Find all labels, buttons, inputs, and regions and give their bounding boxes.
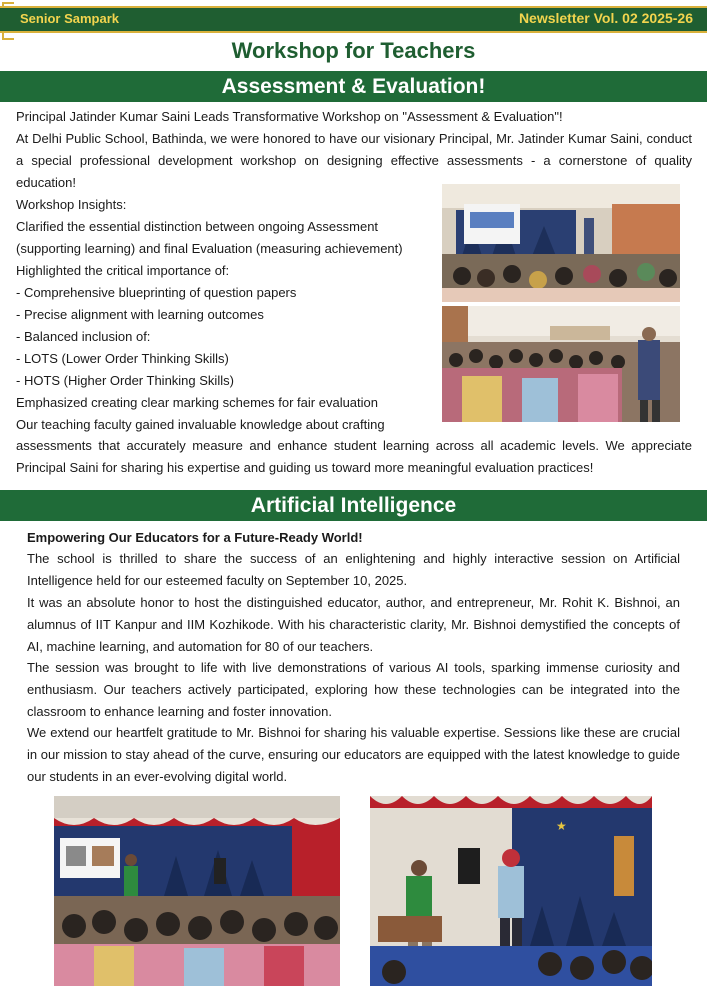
newsletter-volume: Newsletter Vol. 02 2025-26	[518, 10, 693, 26]
section-heading-ai: Artificial Intelligence	[0, 490, 707, 521]
insight-line: - HOTS (Higher Order Thinking Skills)	[16, 373, 234, 388]
newsletter-header-bar	[0, 6, 707, 33]
assessment-intro-paragraph: At Delhi Public School, Bathinda, we were honored to have our visionary Principal, Mr. Jatinder Kumar Saini, conduct a special professional development workshop on designing effective assessments - a cornerstone of quality education!	[16, 131, 692, 190]
insight-line: Emphasized creating clear marking schemes for fair evaluation	[16, 395, 379, 410]
insight-line: - LOTS (Lower Order Thinking Skills)	[16, 351, 229, 366]
svg-text:★: ★	[556, 819, 567, 833]
insight-line: Our teaching faculty gained invaluable knowledge about crafting	[16, 417, 385, 432]
ai-paragraph: The school is thrilled to share the success of an enlightening and highly interactive session on Artificial Intelligence held for our esteemed faculty on September 10, 2025.	[27, 551, 680, 588]
ai-paragraph: We extend our heartfelt gratitude to Mr. Bishnoi for sharing his valuable expertise. Sessions like these are crucial in our mission to stay ahead of the curve, ensuring our educators are equipped with the latest knowledge to guide our students in an ever-evolving digital world.	[27, 725, 680, 784]
assessment-closing-paragraph: assessments that accurately measure and enhance student learning across all academic levels. We appreciate Principal Saini for sharing his expertise and guiding us toward more meaningful evaluation practices!	[16, 438, 692, 475]
ai-session-photo-stage	[370, 796, 652, 986]
page-title: Workshop for Teachers	[231, 38, 476, 63]
insight-line: - Balanced inclusion of:	[16, 329, 151, 344]
insight-line: - Comprehensive blueprinting of question papers	[16, 285, 297, 300]
ai-paragraph: The session was brought to life with live demonstrations of various AI tools, sparking immense curiosity and enthusiasm. Our teachers actively participated, exploring how these technologies can be integrated into the classroom to enhance learning and foster innovation.	[27, 660, 680, 719]
insight-line: - Precise alignment with learning outcomes	[16, 307, 264, 322]
assessment-intro-line: Principal Jatinder Kumar Saini Leads Transformative Workshop on "Assessment & Evaluation"!	[16, 109, 563, 124]
insight-line: (supporting learning) and final Evaluation (measuring achievement)	[16, 241, 403, 256]
workshop-insights-label: Workshop Insights:	[16, 197, 127, 212]
school-tag: Senior Sampark	[20, 11, 119, 26]
workshop-photo-audience	[442, 306, 680, 422]
insight-line: Clarified the essential distinction between ongoing Assessment	[16, 219, 379, 234]
section-heading-assessment: Assessment & Evaluation!	[0, 71, 707, 102]
ai-session-photo-hall	[54, 796, 340, 986]
insight-line: Highlighted the critical importance of:	[16, 263, 230, 278]
ai-subheading: Empowering Our Educators for a Future-Ready World!	[27, 530, 363, 545]
workshop-photo-presentation	[442, 184, 680, 302]
ai-paragraph: It was an absolute honor to host the distinguished educator, author, and entrepreneur, Mr. Rohit K. Bishnoi, an alumnus of IIT Kanpur and IIM Kozhikode. With his characteristic clarity, Mr. Bishnoi demystified the concepts of AI, machine learning, and automation for 80 of our teachers.	[27, 595, 680, 654]
